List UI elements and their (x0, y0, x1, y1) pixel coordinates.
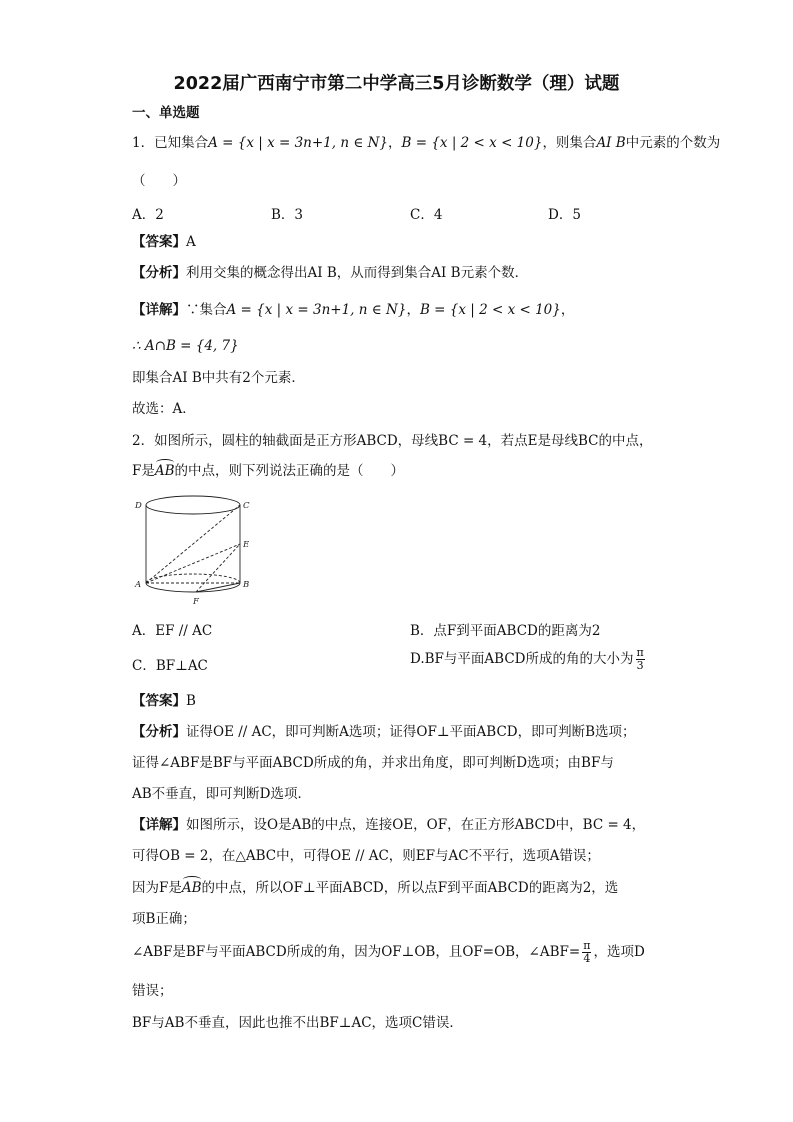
analysis-tag: 【分析】 (132, 724, 186, 740)
detail-comma: ， (406, 302, 420, 318)
q2-option-d (410, 647, 647, 672)
label-b: B (243, 580, 250, 590)
q1-analysis (132, 264, 528, 282)
q2-stem-line1: 2．如图所示，圆柱的轴截面是正方形ABCD，母线BC = 4，若点E是母线BC的中点， (132, 433, 653, 449)
bottom-front-arc (146, 583, 240, 592)
q2-option-d-text: D.BF与平面ABCD所成的角的大小为 (410, 651, 634, 667)
detail-3-rest: 的中点，所以OF⊥平面ABCD，所以点F到平面ABCD的距离为2，选 (201, 880, 619, 896)
detail-text-1: 如图所示，设O是AB的中点，连接OE，OF，在正方形ABCD中，BC = 4， (186, 817, 646, 833)
q2-detail-5 (132, 940, 645, 965)
q2-detail-7: BF与AB不垂直，因此也推不出BF⊥AC，选项C错误． (132, 1015, 463, 1031)
q2-detail-4: 项B正确； (132, 911, 196, 927)
q1-paren: （ ） (132, 173, 186, 189)
q2-stem-f: F是 (132, 463, 155, 479)
fraction-pi-3 (636, 647, 645, 672)
q2-detail-3 (132, 879, 618, 897)
segment-ae (146, 544, 240, 583)
q1-detail (132, 301, 574, 319)
answer-value: A (186, 234, 196, 250)
detail-arc-ab: AB (181, 880, 202, 896)
label-d: D (135, 501, 142, 511)
q1-option-b: B．3 (271, 207, 304, 223)
q2-stem-rest: 的中点，则下列说法正确的是（ ） (174, 463, 405, 479)
q2-detail-6: 错误； (132, 983, 173, 999)
q1-result: ∴ A∩B = {4, 7} (132, 338, 239, 354)
q1-set-a: A = {x | x = 3n+1, n ∈ N} (208, 135, 389, 151)
frac-num: π (636, 646, 644, 659)
q2-analysis-1 (132, 723, 636, 741)
detail-tag: 【详解】 (132, 817, 186, 833)
label-e: E (243, 540, 250, 550)
label-a: A (135, 580, 142, 590)
answer-tag: 【答案】 (132, 234, 186, 250)
q2-analysis-3: AB不垂直，即可判断D选项． (132, 786, 311, 802)
q1-option-c: C．4 (410, 207, 443, 223)
q2-detail-1 (132, 816, 645, 834)
detail-set-a: A = {x | x = 3n+1, n ∈ N} (226, 302, 407, 318)
q1-intersection: AI B (596, 135, 626, 151)
q1-answer (132, 233, 196, 251)
label-c: C (243, 501, 250, 511)
fraction-pi-4 (582, 940, 591, 965)
q1-stem-text: 1．已知集合 (132, 135, 209, 151)
frac-num: π (583, 939, 591, 952)
detail-3-pre: 因为F是 (132, 880, 182, 896)
frac-den: 4 (583, 952, 591, 965)
detail-end: ， (560, 302, 575, 318)
detail-5-post: ，选项D (593, 944, 645, 960)
analysis-tag: 【分析】 (132, 265, 186, 281)
section-heading: 一、单选题 (132, 105, 200, 121)
q2-analysis-2: 证得∠ABF是BF与平面ABCD所成的角，并求出角度，即可判断D选项；由BF与 (132, 755, 614, 771)
q1-option-d: D．5 (548, 207, 581, 223)
q1-stem-text-c: 中元素的个数为 (625, 135, 721, 151)
detail-set-b: B = {x | 2 < x < 10} (419, 302, 561, 318)
analysis-text: 利用交集的概念得出AI B，从而得到集合AI B元素个数． (186, 265, 529, 281)
q1-set-b: B = {x | 2 < x < 10} (401, 135, 543, 151)
detail-text: ∵集合 (186, 302, 227, 318)
frac-den: 3 (636, 659, 644, 672)
q2-option-a: A．EF // AC (132, 623, 213, 639)
page-title: 2022届广西南宁市第二中学高三5月诊断数学（理）试题 (173, 74, 620, 94)
q2-arc-ab: AB (154, 463, 175, 479)
q2-option-c: C．BF⊥AC (132, 658, 208, 674)
top-ellipse (146, 496, 240, 514)
answer-tag: 【答案】 (132, 693, 186, 709)
label-f: F (193, 597, 199, 607)
q1-option-a: A．2 (132, 207, 164, 223)
q1-choose: 故选：A． (132, 401, 196, 417)
q1-comma: ， (388, 135, 402, 151)
analysis-text-1: 证得OE // AC，即可判断A选项；证得OF⊥平面ABCD，即可判断B选项； (186, 724, 636, 740)
segment-ac (146, 505, 240, 583)
detail-tag: 【详解】 (132, 302, 186, 318)
q1-stem-text-b: ，则集合 (542, 135, 597, 151)
answer-value: B (186, 693, 196, 709)
detail-5-pre: ∠ABF是BF与平面ABCD所成的角，因为OF⊥OB，且OF=OB，∠ABF= (132, 944, 581, 960)
q1-line2: 即集合AI B中共有2个元素． (132, 370, 305, 386)
bottom-back-arc (146, 574, 240, 583)
q2-option-b: B．点F到平面ABCD的距离为2 (410, 623, 601, 639)
q2-answer (132, 692, 196, 710)
q2-detail-2: 可得OB = 2，在△ABC中，可得OE // AC，则EF与AC不平行，选项A错误； (132, 848, 600, 864)
cylinder-figure (132, 492, 262, 610)
q1-stem (132, 134, 720, 152)
q2-stem-line2 (132, 462, 404, 480)
